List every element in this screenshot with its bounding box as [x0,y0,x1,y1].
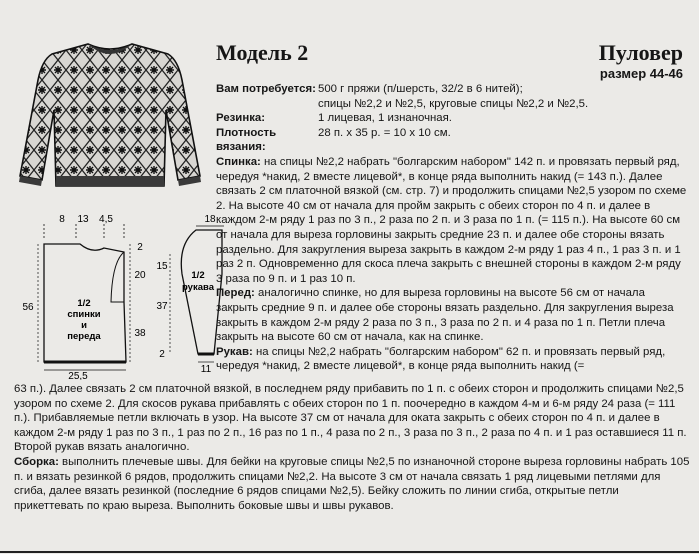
sleeve-text-continued: 63 п.). Далее связать 2 см платочной вязкой, в последнем ряду прибавить по 1 п. с обеих сторон и продолжить спицами №2,5 узором по схеме 2. Для скосов рукава прибавлять с обеих сторон по 1 п. поочередно в каждом 4-м и 6-м ряду 24 раза (= 111 п.). Прибавляемые петли включать в узор. На высоте 37 см от начала для оката закрыть с обеих сторон по 4 п. и далее в каждом 2-м ряду 1 раз по 3 п., 1 раз по 2 п., 16 раз по 1 п., 4 раза по 2 п., 3 раза по 3 п., 2 раза по 4 п. и 1 раз оставшиеся 11 п. [14,383,687,439]
requirement-label [216,97,318,112]
body-schema [14,210,154,380]
front-text: аналогично спинке, но для выреза горловины на высоте 56 см от начала закрыть средние 9 п. и далее обе стороны вязать раздельно. Для закругления выреза закрыть в каждом 2-м ряду 2 раза по 3 п., 3 раза по 2 п. и 4 раза по 1 п. Петли плеча закрыть на высоте 60 см от начала, как на спинке. [216,287,674,344]
schema-label: и [81,320,87,331]
schema-label: 1/2 [77,298,91,309]
schema-label: спинки [67,309,101,320]
size-label: размер 44-46 [599,66,683,81]
sweater-waistband [56,176,164,186]
back-text: на спицы №2,2 набрать "болгарским набором" 142 п. и провязать первый ряд, чередуя *накид, 2 вместе лицевой*, в конце ряда выполнить накид (= 143 п.). Далее связать 2 см платочной вязкой (см. стр. 7) и продолжить спицами №2,5 узором по схеме 2. На высоте 40 см от начала для пройм закрыть с обеих сторон по 4 п. и далее в каждом 2-м ряду 1 раз по 3 п., 2 раза по 2 п. и 3 раза по 1 п. (= 115 п.). На высоте 60 см от начала для выреза горловины закрыть средние 23 п. и далее обе стороны вязать раздельно. Для закругления выреза закрыть в каждом 2-м ряду 1 раз 4 п., 1 раз 3 п. и 1 раз 2 п. Одновременно для скоса плеча закрыть с внешней стороны в каждом 2-м ряду 3 раза по 9 п. и 1 раз 10 п. [216,155,687,285]
dim-label: 4,5 [99,214,113,225]
bottom-rule [0,551,699,553]
dim-label: 20 [134,270,146,281]
dim-label: 13 [77,214,89,225]
sleeve-text: на спицы №2,2 набрать "болгарским набором" 62 п. и провязать первый ряд, чередуя *накид, 2 вместе лицевой*, в конце ряда выполнить накид (= [216,345,666,373]
assembly-section [14,455,690,513]
armhole-line [111,252,124,302]
dim-label: 2 [137,242,143,253]
front-section [216,286,688,344]
requirement-row [216,126,688,155]
requirement-value: 28 п. х 35 р. = 10 х 10 см. [318,126,451,139]
back-section [216,155,688,286]
second-sleeve-note: Второй рукав вязать аналогично. [14,441,190,454]
garment-title: Пуловер [598,40,683,65]
dim-label: 18 [204,214,216,225]
requirement-label: Вам потребуется: [216,83,316,95]
dim-label: 8 [59,214,65,225]
requirement-label: Резинка: [216,112,266,125]
dim-label: 37 [156,301,168,312]
dim-label: 15 [156,261,168,272]
requirement-row [216,111,688,126]
schema-label: переда [67,331,101,342]
dim-label: 2 [159,349,165,360]
dim-label: 25,5 [68,371,88,380]
requirement-label: Плотность вязания: [216,126,277,154]
sleeve-section [216,345,688,374]
full-width-text [14,382,690,513]
model-title: Модель 2 [216,40,309,65]
requirement-row [216,97,688,112]
instructions-column [216,82,688,374]
requirement-row [216,82,688,97]
sweater-illustration [18,40,202,192]
dim-label: 11 [200,364,212,374]
assembly-text: выполнить плечевые швы. Для бейки на круговые спицы №2,5 по изнаночной стороне выреза горловины набрать 105 п. и вязать резинкой 6 рядов, продолжить спицами №2,2. На высоте 3 см от начала связать 1 ряд лицевыми петлями для сгиба, далее вязать резинкой (последние 6 рядов спицами №2,5). Бейку сложить по линии сгиба, открытые петли прикеттевать по краю выреза. Выполнить боковые швы и швы рукавов. [14,455,690,512]
dim-label: 38 [134,328,146,339]
requirement-value: 500 г пряжи (п/шерсть, 32/2 в 6 нитей); [318,83,523,95]
sweater-body [20,44,200,186]
schema-label: 1/2 [191,270,205,281]
schema-label: рукава [182,282,214,293]
requirement-value: 1 лицевая, 1 изнаночная. [318,112,452,125]
sleeve-schema [152,214,232,374]
dim-label: 56 [22,302,34,313]
front-heading: Перед: [216,287,255,300]
sleeve-heading: Рукав: [216,345,253,358]
back-heading: Спинка: [216,155,261,168]
requirement-value: спицы №2,2 и №2,5, круговые спицы №2,2 и №2,5. [318,97,589,110]
assembly-heading: Сборка: [14,455,59,468]
